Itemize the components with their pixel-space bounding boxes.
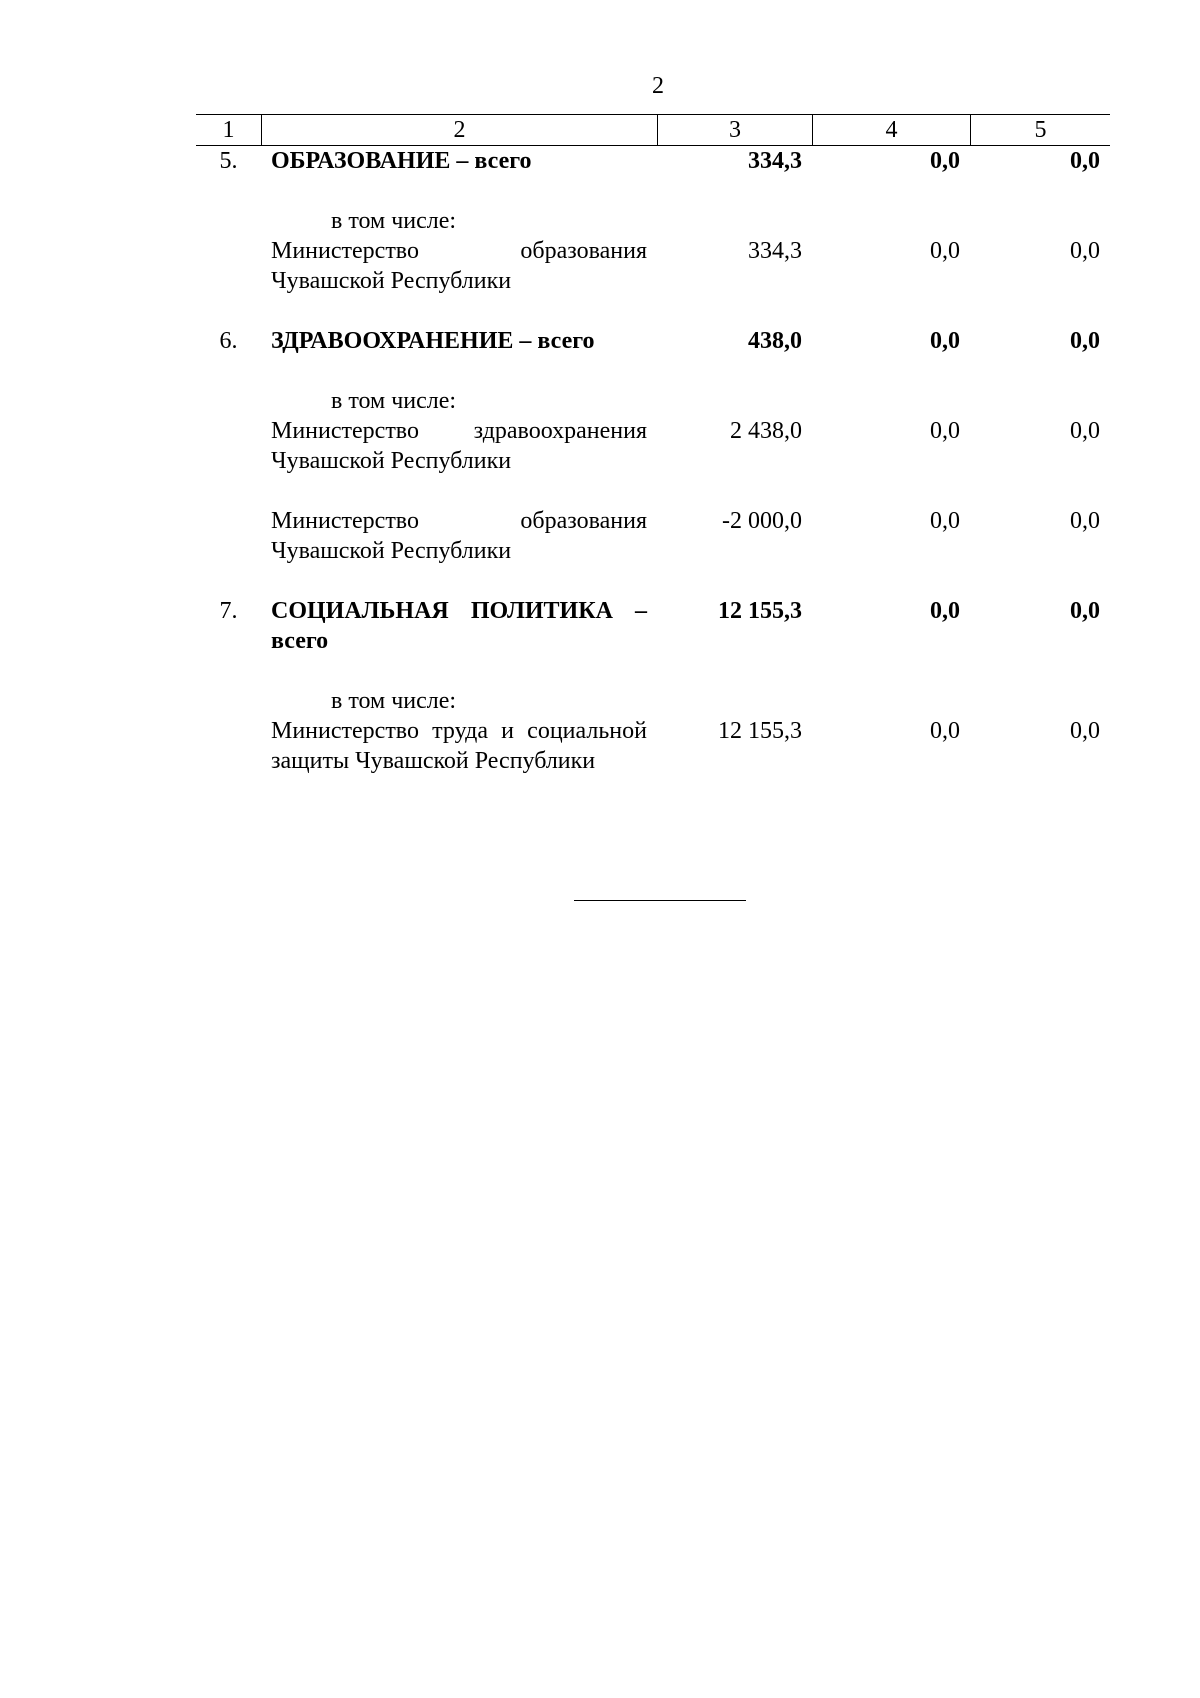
row-number: 7. (219, 598, 238, 624)
value-col-3: 334,3 (748, 148, 802, 174)
table-row (196, 326, 1110, 356)
end-of-document-line (574, 900, 746, 901)
table-row (196, 506, 1110, 566)
row-number: 5. (219, 148, 238, 174)
value-col-5: 0,0 (1070, 328, 1100, 354)
value-col-4: 0,0 (930, 328, 960, 354)
including-label: в том числе: (331, 208, 457, 234)
value-col-3: 2 438,0 (730, 418, 802, 444)
value-col-5: 0,0 (1070, 718, 1100, 744)
value-col-4: 0,0 (930, 148, 960, 174)
header-col-2: 2 (261, 115, 657, 145)
value-col-4: 0,0 (930, 418, 960, 444)
table-row (196, 386, 1110, 416)
value-col-5: 0,0 (1070, 148, 1100, 174)
row-name: Министерство здравоохранения Чувашской Республики (271, 418, 647, 474)
table-row (196, 716, 1110, 776)
including-label: в том числе: (331, 388, 457, 414)
value-col-3: 12 155,3 (718, 598, 802, 624)
row-name: Министерство труда и социальной защиты Чувашской Республики (271, 718, 647, 774)
value-col-5: 0,0 (1070, 598, 1100, 624)
table-body (196, 146, 1110, 776)
table-header-row (196, 114, 1110, 146)
value-col-3: 334,3 (748, 238, 802, 264)
row-name: Министерство образования Чувашской Республики (271, 508, 647, 564)
row-name: СОЦИАЛЬНАЯ ПОЛИТИКА – всего (271, 598, 647, 654)
table-row (196, 236, 1110, 296)
header-col-1: 1 (222, 117, 235, 143)
value-col-3: 438,0 (748, 328, 802, 354)
row-name: Министерство образования Чувашской Республики (271, 238, 647, 294)
row-number: 6. (219, 328, 238, 354)
value-col-3: 12 155,3 (718, 718, 802, 744)
table-row (196, 596, 1110, 656)
row-name: ЗДРАВООХРАНЕНИЕ – всего (271, 328, 595, 354)
header-col-5: 5 (970, 115, 1110, 145)
value-col-5: 0,0 (1070, 508, 1100, 534)
value-col-4: 0,0 (930, 718, 960, 744)
value-col-4: 0,0 (930, 508, 960, 534)
table-row (196, 206, 1110, 236)
header-col-3: 3 (657, 115, 812, 145)
budget-table (196, 114, 1110, 776)
value-col-3: -2 000,0 (722, 508, 802, 534)
table-row (196, 146, 1110, 176)
row-name: ОБРАЗОВАНИЕ – всего (271, 148, 532, 174)
including-label: в том числе: (331, 688, 457, 714)
table-row (196, 686, 1110, 716)
value-col-4: 0,0 (930, 598, 960, 624)
table-row (196, 416, 1110, 476)
value-col-5: 0,0 (1070, 238, 1100, 264)
value-col-4: 0,0 (930, 238, 960, 264)
page-number: 2 (652, 73, 664, 99)
header-col-4: 4 (812, 115, 970, 145)
value-col-5: 0,0 (1070, 418, 1100, 444)
